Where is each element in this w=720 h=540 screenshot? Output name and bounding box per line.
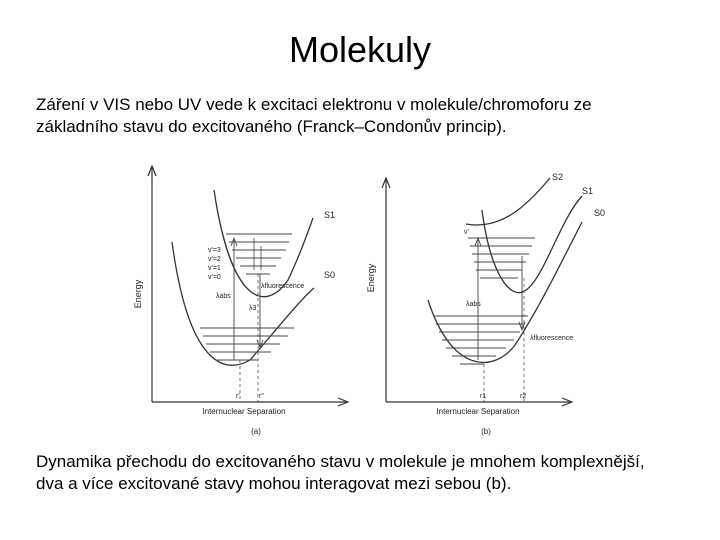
diagram-b xyxy=(360,160,630,440)
conclusion-line-2: dva a více excitované stavy mohou interagovat mezi sebou (b). xyxy=(36,474,512,493)
conclusion-line-1: Dynamika přechodu do excitovaného stavu v molekule je mnohem komplexnější, xyxy=(36,452,645,471)
transition-label-l3-a: λ3 xyxy=(249,305,257,312)
intro-paragraph xyxy=(36,94,696,138)
axis-label-separation-a: Internuclear Separation xyxy=(202,407,286,416)
transition-label-abs-b: λabs xyxy=(466,301,481,308)
x-tick-r2-a: r" xyxy=(259,393,264,400)
x-tick-r1-b: r1 xyxy=(480,393,487,400)
level-label-v0: v'=0 xyxy=(208,274,221,281)
curve-label-s0-a: S0 xyxy=(324,270,336,280)
diagram-a xyxy=(128,160,353,440)
slide-title: Molekuly xyxy=(288,29,432,70)
x-tick-r1-a: r' xyxy=(236,393,240,400)
intro-line-2: základního stavu do excitovaného (Franck–Condonův princip). xyxy=(36,117,507,136)
curve-label-s2-b: S2 xyxy=(552,172,564,182)
curve-label-s1-b: S1 xyxy=(582,186,594,196)
axis-label-separation-b: Internuclear Separation xyxy=(436,407,520,416)
caption-b: (b) xyxy=(481,427,491,436)
level-label-v-b: v' xyxy=(464,229,469,236)
transition-label-fluorescence-b: λfluorescence xyxy=(530,335,574,342)
transition-label-fluorescence-a: λfluorescence xyxy=(261,283,305,290)
conclusion-paragraph xyxy=(36,451,696,495)
axis-label-energy-b: Energy xyxy=(366,263,376,293)
intro-line-1: Záření v VIS nebo UV vede k excitaci elektronu v molekule/chromoforu ze xyxy=(36,95,592,114)
axis-label-energy-a: Energy xyxy=(133,279,143,309)
curve-label-s0-b: S0 xyxy=(594,208,606,218)
curve-label-s1-a: S1 xyxy=(324,210,336,220)
caption-a: (a) xyxy=(251,427,261,436)
transition-label-abs-a: λabs xyxy=(216,293,231,300)
level-label-v1: v'=1 xyxy=(208,265,221,272)
level-label-v3: v'=3 xyxy=(208,247,221,254)
level-label-v2: v'=2 xyxy=(208,256,221,263)
x-tick-r2-b: r2 xyxy=(520,393,527,400)
